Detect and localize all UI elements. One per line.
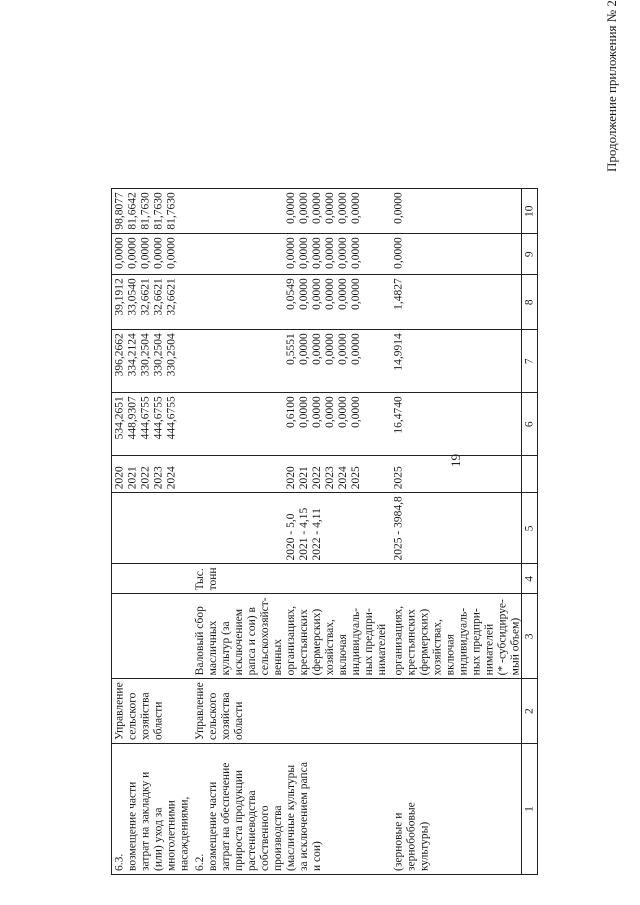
column-number-row	[522, 189, 538, 875]
col-num-year	[522, 456, 538, 493]
row62-indicator-cell: Валовый сбор масличных культур (за исключением рапса и сои) в сельскохозяйст- венных организациях, крестьянских (фермерских) хозяйствах, включая индивидуаль- ных предпри- нимателей	[192, 594, 389, 679]
col-num-2: 2	[522, 679, 538, 744]
cont-unit-cell	[389, 564, 522, 594]
row63-indicator-cell	[112, 594, 193, 679]
cont-target-cell: 2025 - 3984,8	[389, 493, 522, 564]
row63-name-cell: 6.3. возмещение части затрат на закладку и (или) уход за многолетними насаждениями,	[112, 744, 193, 875]
row62-v9-cell: 0,0000 0,0000 0,0000 0,0000 0,0000 0,0000	[192, 234, 389, 275]
row63-year-cell: 2020 2021 2022 2023 2024	[112, 456, 193, 493]
table-row-continuation	[389, 189, 522, 875]
cont-year-cell: 2025	[389, 456, 522, 493]
row62-unit-cell: Тыс. тонн	[192, 564, 389, 594]
col-num-9: 9	[522, 234, 538, 275]
row63-v8-cell: 39,1912 33,0540 32,6621 32,6621 32,6621	[112, 275, 193, 330]
row62-number: 6.2.	[194, 853, 207, 871]
col-num-1: 1	[522, 744, 538, 875]
row62-v10-cell: 0,0000 0,0000 0,0000 0,0000 0,0000 0,0000	[192, 189, 389, 234]
col-num-3: 3	[522, 594, 538, 679]
page-number: 19	[448, 454, 463, 467]
cont-v6-cell: 16,4740	[389, 393, 522, 456]
row62-year-cell: 2020 2021 2022 2023 2024 2025	[192, 456, 389, 493]
cont-v8-cell: 1,4827	[389, 275, 522, 330]
table-row-6-3	[112, 189, 193, 875]
cont-indicator-cell: организациях, крестьянских (фермерских) хозяйствах, включая индивидуаль- ных предпри- нимателей (* -субсидируе- мый объем)	[389, 594, 522, 679]
row62-v8-cell: 0,0549 0,0000 0,0000 0,0000 0,0000 0,0000	[192, 275, 389, 330]
row62-executor-cell: Управление сельского хозяйства области	[192, 679, 389, 744]
table-row-6-2	[192, 189, 389, 875]
row62-v6-cell: 0,6100 0,0000 0,0000 0,0000 0,0000 0,0000	[192, 393, 389, 456]
row63-v9-cell: 0,0000 0,0000 0,0000 0,0000 0,0000	[112, 234, 193, 275]
row63-v10-cell: 98,8077 81,6642 81,7630 81,7630 81,7630	[112, 189, 193, 234]
col-num-5: 5	[522, 493, 538, 564]
cont-v9-cell: 0,0000	[389, 234, 522, 275]
col-num-4: 4	[522, 564, 538, 594]
cont-executor-cell	[389, 679, 522, 744]
col-num-8: 8	[522, 275, 538, 330]
col-num-6: 6	[522, 393, 538, 456]
row63-target-cell	[112, 493, 193, 564]
row63-number: 6.3.	[113, 853, 126, 871]
row63-executor-cell: Управление сельского хозяйства области	[112, 679, 193, 744]
row63-v6-cell: 534,2651 448,9307 444,6755 444,6755 444,6755	[112, 393, 193, 456]
cont-v10-cell: 0,0000	[389, 189, 522, 234]
col-num-10: 10	[522, 189, 538, 234]
row62-target-cell: 2020 - 5,0 2021 - 4,15 2022 - 4,11	[192, 493, 389, 564]
cont-v7-cell: 14,9914	[389, 330, 522, 393]
cont-name-cell: (зерновые и зернобобовые культуры)	[389, 744, 522, 875]
appendix-caption: Продолжение приложения № 2	[604, 0, 619, 172]
program-table	[111, 188, 538, 875]
col-num-7: 7	[522, 330, 538, 393]
row63-v7-cell: 396,2662 334,2124 330,2504 330,2504 330,2504	[112, 330, 193, 393]
row63-unit-cell	[112, 564, 193, 594]
row62-v7-cell: 0,5551 0,0000 0,0000 0,0000 0,0000 0,0000	[192, 330, 389, 393]
row62-name-cell: 6.2. возмещение части затрат на обеспечение прироста продукции растениеводства собственного производства (масличные культуры за исключением рапса и сои)	[192, 744, 389, 875]
